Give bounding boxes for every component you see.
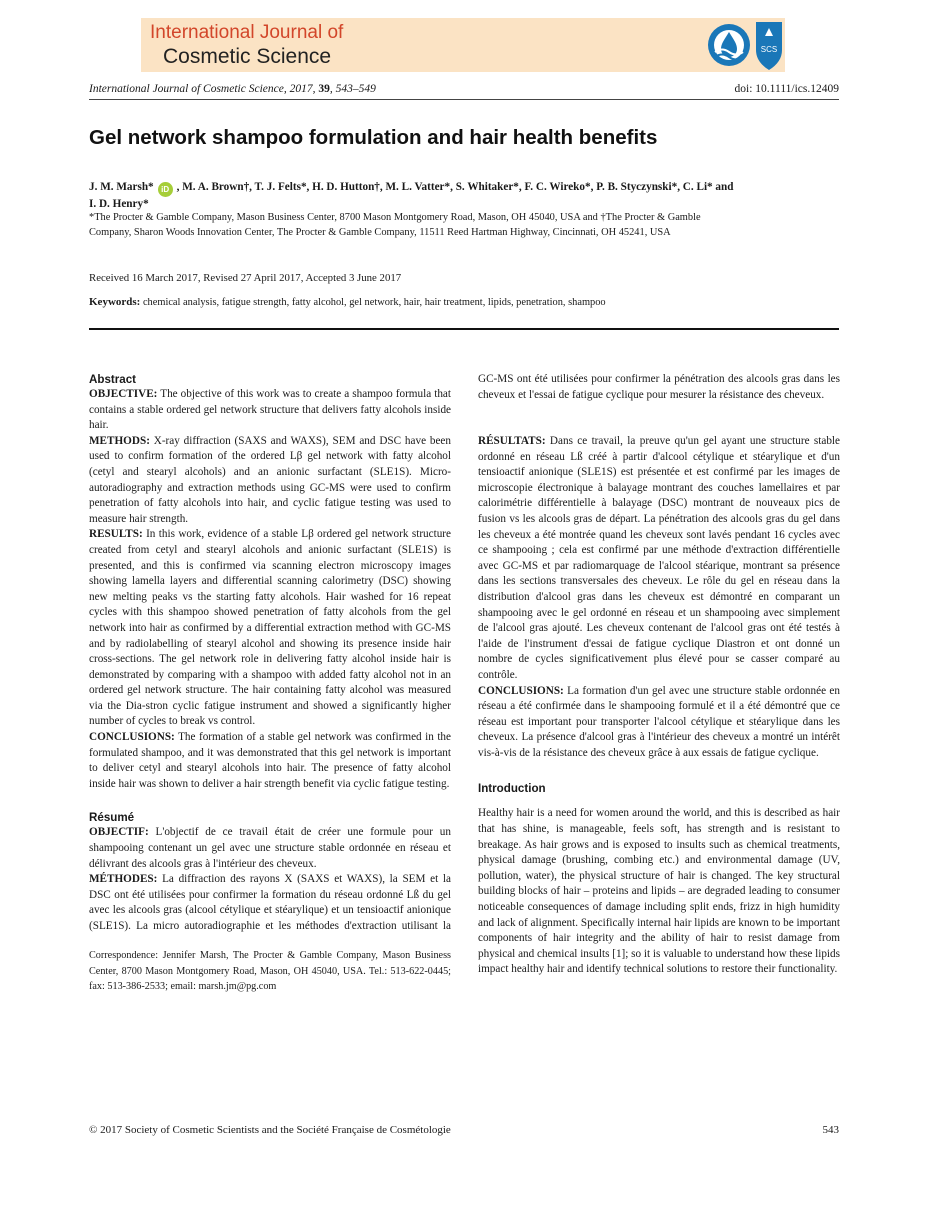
running-head-journal: International Journal of Cosmetic Science [89,83,284,95]
author-rest: , M. A. Brown†, T. J. Felts*, H. D. Hutton†, M. L. Vatter*, S. Whitaker*, F. C. Wireko*, P. B. Styczynski*, C. Li* and [176,181,734,193]
author-last: I. D. Henry* [89,198,149,210]
keywords-label: Keywords: [89,296,141,308]
abstract-heading: Abstract [89,373,137,386]
running-head-year: , 2017, [283,83,319,95]
running-head [89,82,376,96]
abstract-results: RESULTS: In this work, evidence of a stable Lβ ordered gel network structure created from cetyl and stearyl alcohols and anionic surfactant (SLE1S) is presented, and this is confirmed via scanning electron microscopy images showing lamella layers and differential scanning calorimetry (DSC) showing new melting peaks vs the starting fatty alcohols. Hair washed for 16 repeat cycles with this shampoo showed penetration of fatty alcohols from the gel network into hair as confirmed by a differential extraction method with GC-MS and by radiolabelling of stearyl alcohol and showing its presence inside hair cross-sections. The gel network role in delivering fatty alcohol inside hair is demonstrated by comparing with a shampoo with added fatty alcohol not in an ordered gel network structure. The hair containing fatty alcohol was measured via the Dia-stron cyclic fatigue instrument and showed a significantly higher number of cycles to break vs control. [89,528,451,728]
affiliation-line2: Company, Sharon Woods Innovation Center, The Procter & Gamble Company, 11511 Reed Hartman Highway, Cincinnati, OH 45241, USA [89,227,671,238]
running-head-volume: 39 [318,83,330,95]
resume-methodes: MÉTHODES: La diffraction des rayons X (SAXS et WAXS), la SEM et la DSC ont été utilisées pour confirmer la formation du réseau ordonné Lß du gel avec les alcools gras (alcool cétylique et stéarylique) et un tensioactif anionique (SLE1S). La micro autoradiographie et les méthodes d'extraction utilisant la [89,873,451,932]
journal-logo-icon [706,22,752,68]
resume-objectif: OBJECTIF: L'objectif de ce travail était de créer une formule pour un shampooing contenant un gel avec une structure stable ordonnée en réseau et délivrant des alcools gras à l'intérieur des cheveux. [89,826,451,870]
correspondence: Correspondence: Jennifer Marsh, The Procter & Gamble Company, Mason Business Center, 8700 Mason Montgomery Road, Mason, OH 45040, USA. Tel.: 513-622-0445; fax: 513-386-2533; email: marsh.jm@pg.com [89,950,451,993]
right-column [478,372,840,978]
resume-methodes-start [89,872,451,934]
introduction-text: Healthy hair is a need for women around the world, and this is described as hair that has shine, is manageable, feels soft, has strength and is resistant to breakage. As hair grows and is exposed to insults such as chemical treatments, physical damage (brushing, combing etc.) and environmental damage (UV, pollution, water), the physical structure of hair is changed. The key structural building blocks of hair – proteins and lipids – are degraded leading to consumer noticeable consequences of damage including split ends, frizz in high humidity and lack of alignment. Specifically internal hair lipids are known to be important components of hair integrity and the ability of hair to resist damage from physical and chemical insults [1]; so it is valuable to understand how these lipids impact healthy hair and identify technical solutions to restore their functionality. [478,807,840,976]
orcid-icon[interactable]: iD [158,182,173,197]
resume-methodes-cont [478,372,840,434]
affiliation-line1: *The Procter & Gamble Company, Mason Business Center, 8700 Mason Montgomery Road, Mason, OH 45040, USA and †The Procter & Gamble [89,212,701,223]
copyright: © 2017 Society of Cosmetic Scientists and the Société Française de Cosmétologie [89,1124,451,1136]
abstract-conclusions: CONCLUSIONS: The formation of a stable gel network was confirmed in the formulated shampoo, and it was demonstrated that this gel network is important to deliver cetyl and stearyl alcohols into hair. The presence of fatty alcohol inside hair was shown to deliver a hair strength benefit via cyclic fatigue testing. [89,731,451,790]
abstract-methods: METHODS: X-ray diffraction (SAXS and WAXS), SEM and DSC have been used to confirm formation of the ordered Lβ gel network with fatty alcohol (cetyl and stearyl alcohols) and an anionic surfactant (SLE1S). Micro-autoradiography and extraction methods using GC-MS were used to confirm penetration of fatty alcohols into hair, and cyclic fatigue testing was used to measure hair strength. [89,434,451,525]
resume-heading: Résumé [89,811,135,825]
keywords-list: chemical analysis, fatigue strength, fatty alcohol, gel network, hair, hair treatment, lipids, penetration, shampoo [142,297,606,308]
title-divider [89,328,839,330]
keywords [89,295,606,310]
header-divider [89,99,839,100]
scs-logo-text: SCS [760,45,778,54]
article-title: Gel network shampoo formulation and hair health benefits [89,126,658,149]
author-list [89,180,839,212]
journal-name-line2: Cosmetic Science [163,45,332,68]
resume-methodes-continued: GC-MS ont été utilisées pour confirmer la pénétration des alcools gras dans les cheveux et l'essai de fatigue cyclique pour mesurer la résistance des cheveux. [478,373,840,401]
introduction-heading: Introduction [478,782,546,796]
resume-conclusions: CONCLUSIONS: La formation d'un gel avec une structure stable ordonnée en réseau a été confirmée dans le shampooing formulé et il a été démontré que ce réseau est important pour transporter l'alcool cétylique et stéarylique dans les cheveux. La présence d'alcool gras à l'intérieur des cheveux a montré un intérêt vis-à-vis de la résistance des cheveux grâce à aux essais de fatigue cyclique. [478,684,840,759]
affiliations [89,210,839,240]
author-first: J. M. Marsh* [89,181,154,193]
journal-name-line1: International Journal of [150,22,344,43]
scs-shield-icon [754,20,784,72]
resume-resultats: RÉSULTATS: Dans ce travail, la preuve qu'un gel ayant une structure stable ordonné en réseau Lß créé à partir d'alcool cétylique et stéarylique et d'un tensioactif anionique (SLE1S) est présentée et est confirmé par les images de microscopie électronique à balayage montrant des couches lamellaires et par calorimétrie différentielle à balayage (DSC) montrant de nouveaux pics de fusion vs les alcools gras de départ. La pénétration des alcools gras du gel dans les cheveux a été montrée quand les cheveux sont lavés pendant 16 cycles avec ce shampooing ; cela est confirmé par une méthode d'extraction différentielle avec GC-MS et par radiomarquage de l'alcool stéarique, montrant sa présence dans les sections transversales des cheveux. Le rôle du gel en réseau dans la distribution d'alcool gras dans les cheveux est démontré en comparant un shampooing avec le gel ordonné en réseau et un shampooing avec simplement de l'alcool gras ajouté. Les cheveux contenant de l'alcool gras ont été testés à l'aide de l'instrument d'essai de fatigue cyclique Diastron et ont donné un nombre de cycles significativement plus élevé pour se casser comparé au contrôle. [478,435,840,681]
received-dates: Received 16 March 2017, Revised 27 April 2017, Accepted 3 June 2017 [89,272,402,284]
running-head-pages: , 543–549 [329,83,376,95]
left-column [89,372,451,994]
page-number: 543 [822,1124,839,1136]
abstract-objective: OBJECTIVE: The objective of this work was to create a shampoo formula that contains a stable ordered gel network structure that delivers fatty alcohols inside hair. [89,388,451,432]
doi[interactable]: doi: 10.1111/ics.12409 [734,83,839,95]
